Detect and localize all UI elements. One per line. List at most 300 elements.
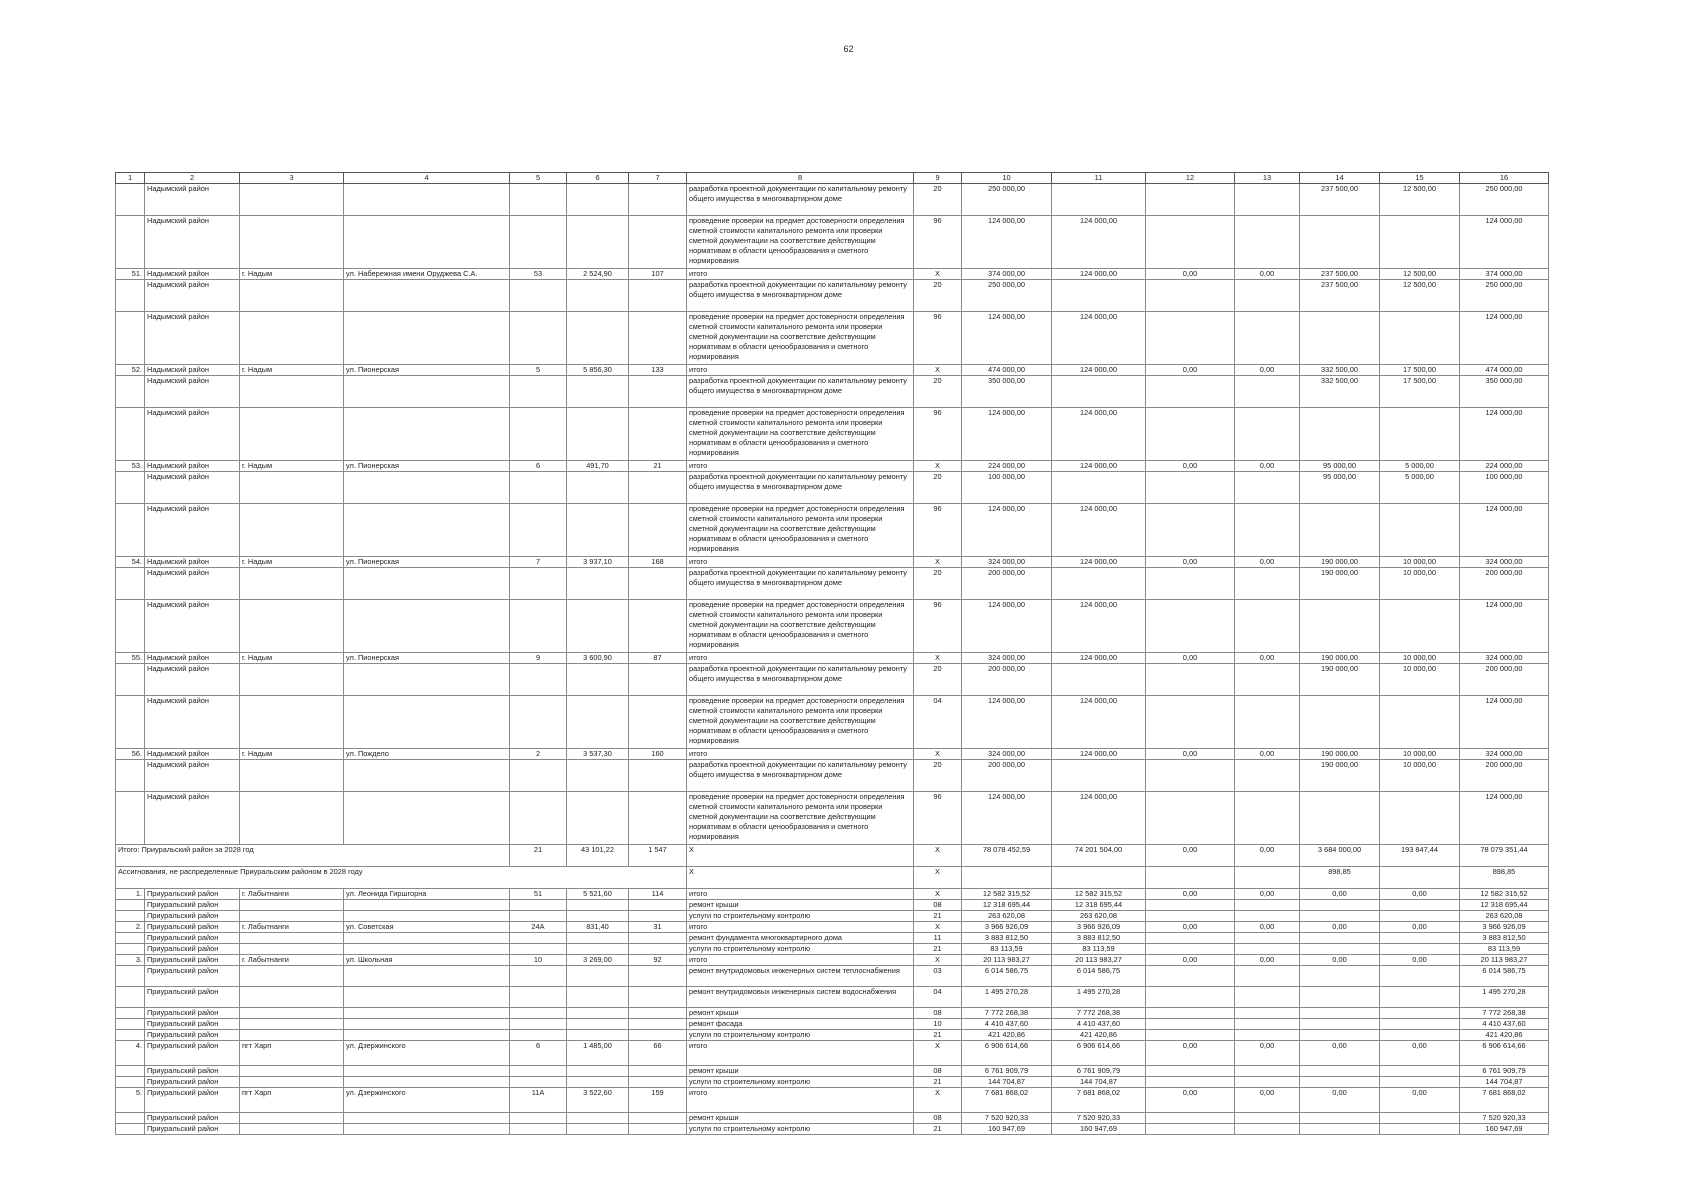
table-cell: [1235, 987, 1300, 1008]
table-cell: [510, 987, 567, 1008]
table-cell: 124 000,00: [962, 408, 1052, 461]
table-cell: ул. Пионерская: [344, 557, 510, 568]
table-cell: [116, 696, 145, 749]
table-cell: [1235, 1066, 1300, 1077]
table-cell: Надымский район: [145, 472, 240, 504]
table-cell: [1146, 408, 1235, 461]
table-cell: Ассигнования, не распределенные Приуральским районом в 2028 году: [116, 867, 687, 889]
table-cell: разработка проектной документации по капитальному ремонту общего имущества в многоквартирном доме: [687, 472, 914, 504]
table-cell: ул. Пионерская: [344, 461, 510, 472]
table-cell: 474 000,00: [962, 365, 1052, 376]
table-cell: Надымский район: [145, 269, 240, 280]
table-cell: [344, 696, 510, 749]
table-cell: 124 000,00: [1052, 461, 1146, 472]
table-cell: проведение проверки на предмет достоверности определения сметной стоимости капитального ремонта или проверки сметной документации на соответствие действующим нормативам в области ценообразования и сметного нормирования: [687, 216, 914, 269]
table-cell: 7 681 868,02: [1052, 1088, 1146, 1113]
table-cell: [510, 792, 567, 845]
table-row: [116, 749, 1549, 760]
table-row: [116, 461, 1549, 472]
table-cell: [510, 312, 567, 365]
table-cell: 160 947,69: [1460, 1124, 1549, 1135]
table-cell: X: [687, 845, 914, 867]
table-cell: 7 681 868,02: [1460, 1088, 1549, 1113]
table-cell: 3 966 926,09: [962, 922, 1052, 933]
table-cell: [1380, 1008, 1460, 1019]
table-cell: 78 079 351,44: [1460, 845, 1549, 867]
table-cell: Итого: Приуральский район за 2028 год: [116, 845, 510, 867]
table-cell: 17 500,00: [1380, 365, 1460, 376]
table-cell: [240, 664, 344, 696]
table-cell: 0,00: [1300, 955, 1380, 966]
table-row: [116, 1124, 1549, 1135]
table-cell: 332 500,00: [1300, 376, 1380, 408]
table-cell: [116, 664, 145, 696]
table-cell: Надымский район: [145, 760, 240, 792]
table-cell: [629, 944, 687, 955]
table-cell: ул. Леонида Гиршгорна: [344, 889, 510, 900]
table-cell: 898,85: [1300, 867, 1380, 889]
table-cell: 10 000,00: [1380, 568, 1460, 600]
table-cell: [1235, 1077, 1300, 1088]
table-cell: 0,00: [1235, 889, 1300, 900]
table-cell: [1300, 216, 1380, 269]
table-cell: ул. Дзержинского: [344, 1041, 510, 1066]
table-cell: 20: [914, 664, 962, 696]
table-cell: [344, 472, 510, 504]
table-cell: [1146, 792, 1235, 845]
table-cell: [1146, 867, 1235, 889]
table-cell: Приуральский район: [145, 944, 240, 955]
table-cell: 263 620,08: [1460, 911, 1549, 922]
table-cell: 83 113,59: [1052, 944, 1146, 955]
table-cell: услуги по строительному контролю: [687, 1030, 914, 1041]
table-row: [116, 696, 1549, 749]
column-number-cell: 3: [240, 173, 344, 184]
table-cell: [344, 216, 510, 269]
table-cell: итого: [687, 749, 914, 760]
table-cell: [240, 760, 344, 792]
table-cell: [629, 568, 687, 600]
table-cell: итого: [687, 889, 914, 900]
table-cell: [629, 216, 687, 269]
table-row: [116, 365, 1549, 376]
table-cell: 0,00: [1235, 557, 1300, 568]
table-cell: 10 000,00: [1380, 557, 1460, 568]
column-number-cell: 12: [1146, 173, 1235, 184]
table-cell: ул. Набережная имени Оруджева С.А.: [344, 269, 510, 280]
table-cell: 10: [510, 955, 567, 966]
table-cell: 21: [914, 1030, 962, 1041]
table-cell: ремонт крыши: [687, 1113, 914, 1124]
table-cell: разработка проектной документации по капитальному ремонту общего имущества в многоквартирном доме: [687, 568, 914, 600]
table-cell: 6 014 586,75: [1052, 966, 1146, 987]
table-cell: 6 761 909,79: [1460, 1066, 1549, 1077]
table-cell: 124 000,00: [962, 312, 1052, 365]
table-cell: [344, 408, 510, 461]
table-cell: [344, 1077, 510, 1088]
table-cell: [116, 376, 145, 408]
table-cell: 11: [914, 933, 962, 944]
table-cell: [344, 1066, 510, 1077]
table-cell: [629, 504, 687, 557]
capital-repair-register-table: [115, 172, 1549, 1135]
table-cell: 0,00: [1146, 889, 1235, 900]
table-cell: 200 000,00: [1460, 760, 1549, 792]
table-cell: [629, 1008, 687, 1019]
table-cell: [510, 900, 567, 911]
table-cell: [1235, 216, 1300, 269]
table-row: [116, 312, 1549, 365]
table-cell: 190 000,00: [1300, 664, 1380, 696]
table-cell: 12 500,00: [1380, 280, 1460, 312]
table-cell: 190 000,00: [1300, 568, 1380, 600]
table-cell: 6 906 614,66: [1460, 1041, 1549, 1066]
table-cell: [240, 280, 344, 312]
table-cell: 124 000,00: [1052, 504, 1146, 557]
table-cell: [240, 1008, 344, 1019]
table-cell: 51.: [116, 269, 145, 280]
table-cell: 421 420,86: [962, 1030, 1052, 1041]
table-cell: 55.: [116, 653, 145, 664]
table-cell: 51: [510, 889, 567, 900]
table-cell: 12 582 315,52: [1460, 889, 1549, 900]
table-row: [116, 900, 1549, 911]
column-number-row: [116, 173, 1549, 184]
table-cell: [1235, 280, 1300, 312]
table-row: [116, 792, 1549, 845]
table-cell: 0,00: [1146, 461, 1235, 472]
table-cell: [567, 600, 629, 653]
table-cell: 83 113,59: [1460, 944, 1549, 955]
table-cell: 0,00: [1235, 749, 1300, 760]
table-cell: 20: [914, 760, 962, 792]
table-cell: [116, 504, 145, 557]
table-cell: [240, 696, 344, 749]
table-row: [116, 1019, 1549, 1030]
table-cell: 3 600,90: [567, 653, 629, 664]
table-cell: [629, 664, 687, 696]
table-cell: 20 113 983,27: [962, 955, 1052, 966]
table-cell: 6 014 586,75: [1460, 966, 1549, 987]
table-cell: [1300, 792, 1380, 845]
table-cell: Надымский район: [145, 376, 240, 408]
table-cell: 224 000,00: [962, 461, 1052, 472]
table-cell: ремонт фасада: [687, 1019, 914, 1030]
table-cell: г. Надым: [240, 269, 344, 280]
table-cell: 0,00: [1235, 922, 1300, 933]
table-cell: 08: [914, 1066, 962, 1077]
table-cell: 250 000,00: [962, 184, 1052, 216]
table-cell: [240, 568, 344, 600]
table-cell: [240, 911, 344, 922]
table-cell: Надымский район: [145, 365, 240, 376]
table-cell: 0,00: [1235, 955, 1300, 966]
table-cell: 324 000,00: [1460, 557, 1549, 568]
table-cell: Приуральский район: [145, 1019, 240, 1030]
table-cell: [629, 1077, 687, 1088]
table-cell: 0,00: [1235, 365, 1300, 376]
table-cell: [629, 987, 687, 1008]
table-cell: пгт Харп: [240, 1088, 344, 1113]
table-cell: 100 000,00: [962, 472, 1052, 504]
table-cell: [1300, 1030, 1380, 1041]
table-cell: 124 000,00: [1052, 269, 1146, 280]
table-cell: [510, 1113, 567, 1124]
table-cell: [567, 1124, 629, 1135]
column-number-cell: 16: [1460, 173, 1549, 184]
table-cell: 0,00: [1235, 845, 1300, 867]
table-cell: 9: [510, 653, 567, 664]
table-cell: 5 856,30: [567, 365, 629, 376]
table-cell: [1146, 376, 1235, 408]
table-cell: итого: [687, 922, 914, 933]
table-cell: проведение проверки на предмет достоверности определения сметной стоимости капитального ремонта или проверки сметной документации на соответствие действующим нормативам в области ценообразования и сметного нормирования: [687, 312, 914, 365]
table-cell: [240, 944, 344, 955]
table-cell: [629, 1113, 687, 1124]
table-cell: 3 522,60: [567, 1088, 629, 1113]
table-cell: 17 500,00: [1380, 376, 1460, 408]
table-cell: [344, 568, 510, 600]
table-row: [116, 987, 1549, 1008]
table-cell: Надымский район: [145, 749, 240, 760]
table-cell: 83 113,59: [962, 944, 1052, 955]
table-cell: 20: [914, 280, 962, 312]
table-cell: 5 000,00: [1380, 472, 1460, 504]
table-cell: 20: [914, 184, 962, 216]
table-cell: Надымский район: [145, 696, 240, 749]
table-cell: [1235, 1113, 1300, 1124]
table-cell: [1235, 1030, 1300, 1041]
table-cell: 831,40: [567, 922, 629, 933]
table-cell: [1235, 944, 1300, 955]
table-cell: X: [914, 269, 962, 280]
table-cell: 74 201 504,00: [1052, 845, 1146, 867]
table-cell: [116, 1124, 145, 1135]
table-cell: [240, 933, 344, 944]
table-cell: 237 500,00: [1300, 269, 1380, 280]
table-cell: Приуральский район: [145, 1077, 240, 1088]
table-cell: [510, 696, 567, 749]
table-cell: [1052, 280, 1146, 312]
table-cell: [567, 1019, 629, 1030]
table-cell: [1146, 944, 1235, 955]
table-cell: Приуральский район: [145, 1066, 240, 1077]
table-cell: [1300, 1113, 1380, 1124]
table-row: [116, 504, 1549, 557]
table-cell: 107: [629, 269, 687, 280]
table-cell: [629, 600, 687, 653]
table-cell: [1235, 376, 1300, 408]
table-row: [116, 1030, 1549, 1041]
table-cell: 96: [914, 504, 962, 557]
table-cell: [1300, 504, 1380, 557]
column-number-cell: 13: [1235, 173, 1300, 184]
table-cell: 124 000,00: [1460, 792, 1549, 845]
table-cell: [240, 312, 344, 365]
column-number-cell: 7: [629, 173, 687, 184]
table-cell: 7 772 268,38: [962, 1008, 1052, 1019]
table-cell: [510, 600, 567, 653]
table-cell: ремонт внутридомовых инженерных систем водоснабжения: [687, 987, 914, 1008]
table-cell: [116, 408, 145, 461]
table-cell: 3 883 812,50: [1460, 933, 1549, 944]
table-cell: ул. Пионерская: [344, 653, 510, 664]
table-cell: [567, 184, 629, 216]
table-cell: 133: [629, 365, 687, 376]
table-cell: [1146, 664, 1235, 696]
table-row: [116, 664, 1549, 696]
table-cell: [510, 966, 567, 987]
table-cell: Приуральский район: [145, 1088, 240, 1113]
table-cell: [510, 472, 567, 504]
table-cell: 237 500,00: [1300, 280, 1380, 312]
table-cell: итого: [687, 365, 914, 376]
table-cell: [240, 1030, 344, 1041]
table-cell: 1 485,00: [567, 1041, 629, 1066]
table-cell: [1380, 944, 1460, 955]
table-cell: [1380, 900, 1460, 911]
table-cell: 4 410 437,60: [1460, 1019, 1549, 1030]
table-cell: 0,00: [1235, 269, 1300, 280]
table-cell: г. Лабытнанги: [240, 889, 344, 900]
table-cell: Приуральский район: [145, 911, 240, 922]
table-cell: [1146, 1066, 1235, 1077]
table-cell: 21: [914, 911, 962, 922]
table-cell: [1052, 472, 1146, 504]
table-cell: 96: [914, 216, 962, 269]
table-cell: 491,70: [567, 461, 629, 472]
table-cell: Надымский район: [145, 280, 240, 312]
table-cell: [1235, 184, 1300, 216]
table-cell: [240, 1113, 344, 1124]
table-cell: [1300, 966, 1380, 987]
table-cell: [116, 472, 145, 504]
table-cell: Приуральский район: [145, 1041, 240, 1066]
table-cell: [344, 664, 510, 696]
table-cell: [629, 933, 687, 944]
table-cell: [1235, 568, 1300, 600]
table-cell: ремонт внутридомовых инженерных систем теплоснабжения: [687, 966, 914, 987]
table-cell: 4 410 437,60: [1052, 1019, 1146, 1030]
table-cell: 0,00: [1146, 1041, 1235, 1066]
table-cell: 124 000,00: [962, 504, 1052, 557]
table-cell: X: [914, 955, 962, 966]
table-cell: X: [914, 867, 962, 889]
table-cell: 0,00: [1300, 1041, 1380, 1066]
table-cell: 200 000,00: [962, 568, 1052, 600]
table-cell: [1380, 1030, 1460, 1041]
table-cell: [344, 600, 510, 653]
table-cell: 43 101,22: [567, 845, 629, 867]
table-cell: 0,00: [1380, 889, 1460, 900]
table-row: [116, 966, 1549, 987]
table-cell: [344, 376, 510, 408]
table-cell: 5: [510, 365, 567, 376]
table-cell: 168: [629, 557, 687, 568]
table-cell: услуги по строительному контролю: [687, 911, 914, 922]
table-cell: [1146, 1008, 1235, 1019]
table-cell: 6 906 614,66: [1052, 1041, 1146, 1066]
table-cell: [1235, 760, 1300, 792]
table-cell: разработка проектной документации по капитальному ремонту общего имущества в многоквартирном доме: [687, 184, 914, 216]
table-cell: 0,00: [1380, 955, 1460, 966]
table-cell: 250 000,00: [1460, 280, 1549, 312]
table-cell: 10 000,00: [1380, 760, 1460, 792]
table-cell: [1052, 376, 1146, 408]
table-cell: 474 000,00: [1460, 365, 1549, 376]
table-cell: Надымский район: [145, 312, 240, 365]
table-cell: разработка проектной документации по капитальному ремонту общего имущества в многоквартирном доме: [687, 760, 914, 792]
table-cell: 52.: [116, 365, 145, 376]
table-cell: [116, 1019, 145, 1030]
table-cell: 124 000,00: [1460, 696, 1549, 749]
table-cell: [567, 216, 629, 269]
table-cell: [1300, 933, 1380, 944]
table-cell: 0,00: [1380, 922, 1460, 933]
table-cell: 2.: [116, 922, 145, 933]
table-cell: [116, 760, 145, 792]
table-cell: 12 318 695,44: [1052, 900, 1146, 911]
table-cell: [510, 184, 567, 216]
table-cell: [116, 216, 145, 269]
table-cell: [116, 1113, 145, 1124]
table-cell: [510, 1124, 567, 1135]
table-cell: [1380, 792, 1460, 845]
table-cell: [344, 760, 510, 792]
table-cell: [1300, 312, 1380, 365]
table-cell: [1235, 900, 1300, 911]
table-cell: услуги по строительному контролю: [687, 1077, 914, 1088]
table-cell: [567, 911, 629, 922]
table-cell: [510, 376, 567, 408]
table-cell: 144 704,87: [962, 1077, 1052, 1088]
table-cell: [1380, 933, 1460, 944]
table-cell: Приуральский район: [145, 1124, 240, 1135]
table-cell: 92: [629, 955, 687, 966]
table-cell: 124 000,00: [1052, 792, 1146, 845]
table-cell: [567, 1030, 629, 1041]
table-cell: [1300, 1077, 1380, 1088]
table-cell: [510, 504, 567, 557]
table-cell: [1235, 312, 1300, 365]
table-row: [116, 933, 1549, 944]
table-cell: [629, 1030, 687, 1041]
table-cell: итого: [687, 1088, 914, 1113]
table-cell: [629, 1019, 687, 1030]
table-cell: X: [914, 1041, 962, 1066]
table-cell: X: [914, 889, 962, 900]
table-cell: 3 966 926,09: [1460, 922, 1549, 933]
table-cell: [567, 376, 629, 408]
table-cell: [567, 933, 629, 944]
table-cell: [1235, 792, 1300, 845]
table-cell: [1300, 1066, 1380, 1077]
table-cell: [510, 568, 567, 600]
table-row: [116, 955, 1549, 966]
table-row: [116, 1041, 1549, 1066]
table-cell: [1146, 987, 1235, 1008]
column-number-cell: 9: [914, 173, 962, 184]
table-cell: [240, 792, 344, 845]
table-cell: 100 000,00: [1460, 472, 1549, 504]
table-cell: [567, 1008, 629, 1019]
table-cell: 263 620,08: [962, 911, 1052, 922]
table-cell: итого: [687, 557, 914, 568]
column-number-cell: 11: [1052, 173, 1146, 184]
table-cell: [344, 1019, 510, 1030]
table-cell: Приуральский район: [145, 889, 240, 900]
table-cell: 7 681 868,02: [962, 1088, 1052, 1113]
